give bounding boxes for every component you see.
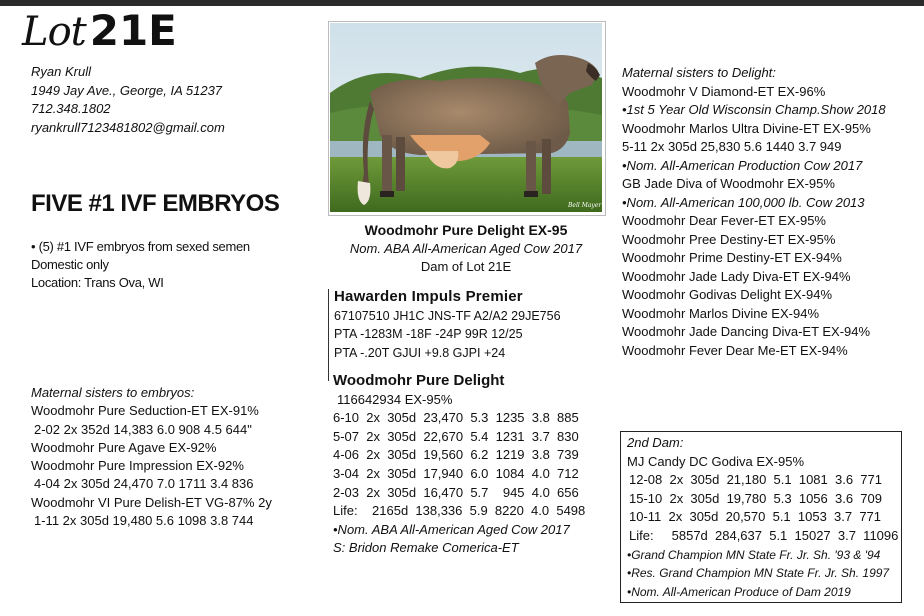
lot-title (22, 6, 177, 55)
dam-registration: 116642934 EX-95% (337, 391, 453, 407)
section-title: Maternal sisters to embryos: (31, 385, 195, 400)
seller-name: Ryan Krull (31, 64, 91, 79)
sister-note: •Nom. All-American Production Cow 2017 (622, 157, 863, 173)
detail-line: Location: Trans Ova, WI (31, 275, 164, 290)
sister-name: Woodmohr VI Pure Delish-ET VG-87% 2y (31, 494, 272, 510)
second-dam-lifetime: Life: 5857d 284,637 5.1 15027 3.7 11096 (629, 527, 899, 543)
second-dam-box (620, 431, 902, 603)
lot-label: Lot (22, 9, 86, 55)
sister-line: Woodmohr Pree Destiny-ET EX-95% (622, 231, 836, 247)
sister-line: Woodmohr Dear Fever-ET EX-95% (622, 213, 826, 228)
sister-line: GB Jade Diva of Woodmohr EX-95% (622, 176, 835, 191)
dam-record: 2-03 2x 305d 16,470 5.7 945 4.0 656 (333, 484, 579, 500)
sister-note: •Nom. All-American 100,000 lb. Cow 2013 (622, 194, 865, 210)
dam-sire: S: Bridon Remake Comerica-ET (333, 540, 519, 556)
second-dam-record: 10-11 2x 305d 20,570 5.1 1053 3.7 771 (629, 509, 882, 525)
sister-name: Woodmohr Pure Agave EX-92% (31, 439, 217, 455)
second-dam-note: •Grand Champion MN State Fr. Jr. Sh. '93 & '94 (627, 547, 881, 562)
sister-record: 5-11 2x 305d 25,830 5.6 1440 3.7 949 (622, 139, 842, 154)
seller-email: ryankrull7123481802@gmail.com (31, 119, 225, 135)
second-dam-title: 2nd Dam: (627, 435, 684, 450)
sister-record: 4-04 2x 305d 24,470 7.0 1711 3.4 836 (34, 476, 254, 492)
sister-line: Woodmohr Prime Destiny-ET EX-94% (622, 250, 842, 265)
sister-line: Woodmohr Marlos Ultra Divine-ET EX-95% (622, 120, 871, 136)
dam-name: Woodmohr Pure Delight (333, 372, 505, 389)
second-dam-record: 12-08 2x 305d 21,180 5.1 1081 3.6 771 (629, 472, 882, 488)
caption-award: Nom. ABA All-American Aged Cow 2017 (349, 240, 583, 256)
second-dam-note: •Res. Grand Champion MN State Fr. Jr. Sh. 1997 (627, 566, 890, 581)
dam-record: 3-04 2x 305d 17,940 6.0 1084 4.0 712 (333, 465, 579, 481)
sister-line: Woodmohr Godivas Delight EX-94% (622, 287, 833, 302)
sister-record: 1-11 2x 305d 19,480 5.6 1098 3.8 744 (34, 513, 254, 529)
sister-name: Woodmohr Pure Impression EX-92% (31, 458, 244, 474)
dam-note: •Nom. ABA All-American Aged Cow 2017 (333, 521, 570, 537)
detail-line: • (5) #1 IVF embryos from sexed semen (31, 239, 250, 254)
sister-line: Woodmohr Jade Lady Diva-ET EX-94% (622, 268, 851, 284)
lot-details (31, 238, 250, 292)
cow-photo (330, 23, 602, 212)
pedigree-bracket (328, 289, 329, 381)
photo-caption (330, 221, 602, 277)
lot-headline: FIVE #1 IVF EMBRYOS (31, 190, 280, 217)
sire-block (334, 288, 561, 362)
sister-name: Woodmohr Pure Seduction-ET EX-91% (31, 403, 259, 419)
sister-note: •1st 5 Year Old Wisconsin Champ.Show 2018 (622, 102, 886, 117)
sire-line: 67107510 JH1C JNS-TF A2/A2 29JE756 (334, 308, 561, 323)
caption-relation: Dam of Lot 21E (420, 259, 512, 274)
seller-address: 1949 Jay Ave., George, IA 51237 (31, 82, 223, 98)
photo-watermark: Bell Mayer (568, 202, 602, 209)
maternal-sisters-embryos (31, 384, 272, 530)
sister-line: Woodmohr Marlos Divine EX-94% (622, 305, 819, 321)
sister-line: Woodmohr Jade Dancing Diva-ET EX-94% (622, 324, 871, 339)
sire-line: PTA -.20T GJUI +9.8 GJPI +24 (334, 345, 506, 360)
sire-name: Hawarden Impuls Premier (334, 288, 523, 305)
seller-contact (31, 63, 225, 137)
jersey-cow-image (330, 23, 602, 212)
sire-line: PTA -1283M -18F -24P 99R 12/25 (334, 327, 523, 341)
second-dam-note: •Nom. All-American Produce of Dam 2019 (627, 584, 851, 599)
dam-record: 6-10 2x 305d 23,470 5.3 1235 3.8 885 (333, 410, 579, 426)
sister-record: 2-02 2x 352d 14,383 6.0 908 4.5 644" (34, 421, 252, 437)
maternal-sisters-delight (622, 64, 886, 360)
dam-lifetime: Life: 2165d 138,336 5.9 8220 4.0 5498 (333, 503, 586, 519)
dam-record: 5-07 2x 305d 22,670 5.4 1231 3.7 830 (333, 428, 579, 444)
dam-record: 4-06 2x 305d 19,560 6.2 1219 3.8 739 (333, 447, 579, 463)
sister-line: Woodmohr V Diamond-ET EX-96% (622, 83, 826, 99)
seller-phone: 712.348.1802 (31, 101, 111, 116)
dam-block (333, 372, 585, 558)
detail-line: Domestic only (31, 257, 109, 272)
second-dam-name: MJ Candy DC Godiva EX-95% (627, 453, 805, 469)
section-title: Maternal sisters to Delight: (622, 65, 776, 80)
lot-number: 21E (89, 6, 177, 55)
caption-name: Woodmohr Pure Delight EX-95 (364, 222, 568, 238)
second-dam-record: 15-10 2x 305d 19,780 5.3 1056 3.6 709 (629, 490, 882, 506)
sister-line: Woodmohr Fever Dear Me-ET EX-94% (622, 342, 848, 358)
